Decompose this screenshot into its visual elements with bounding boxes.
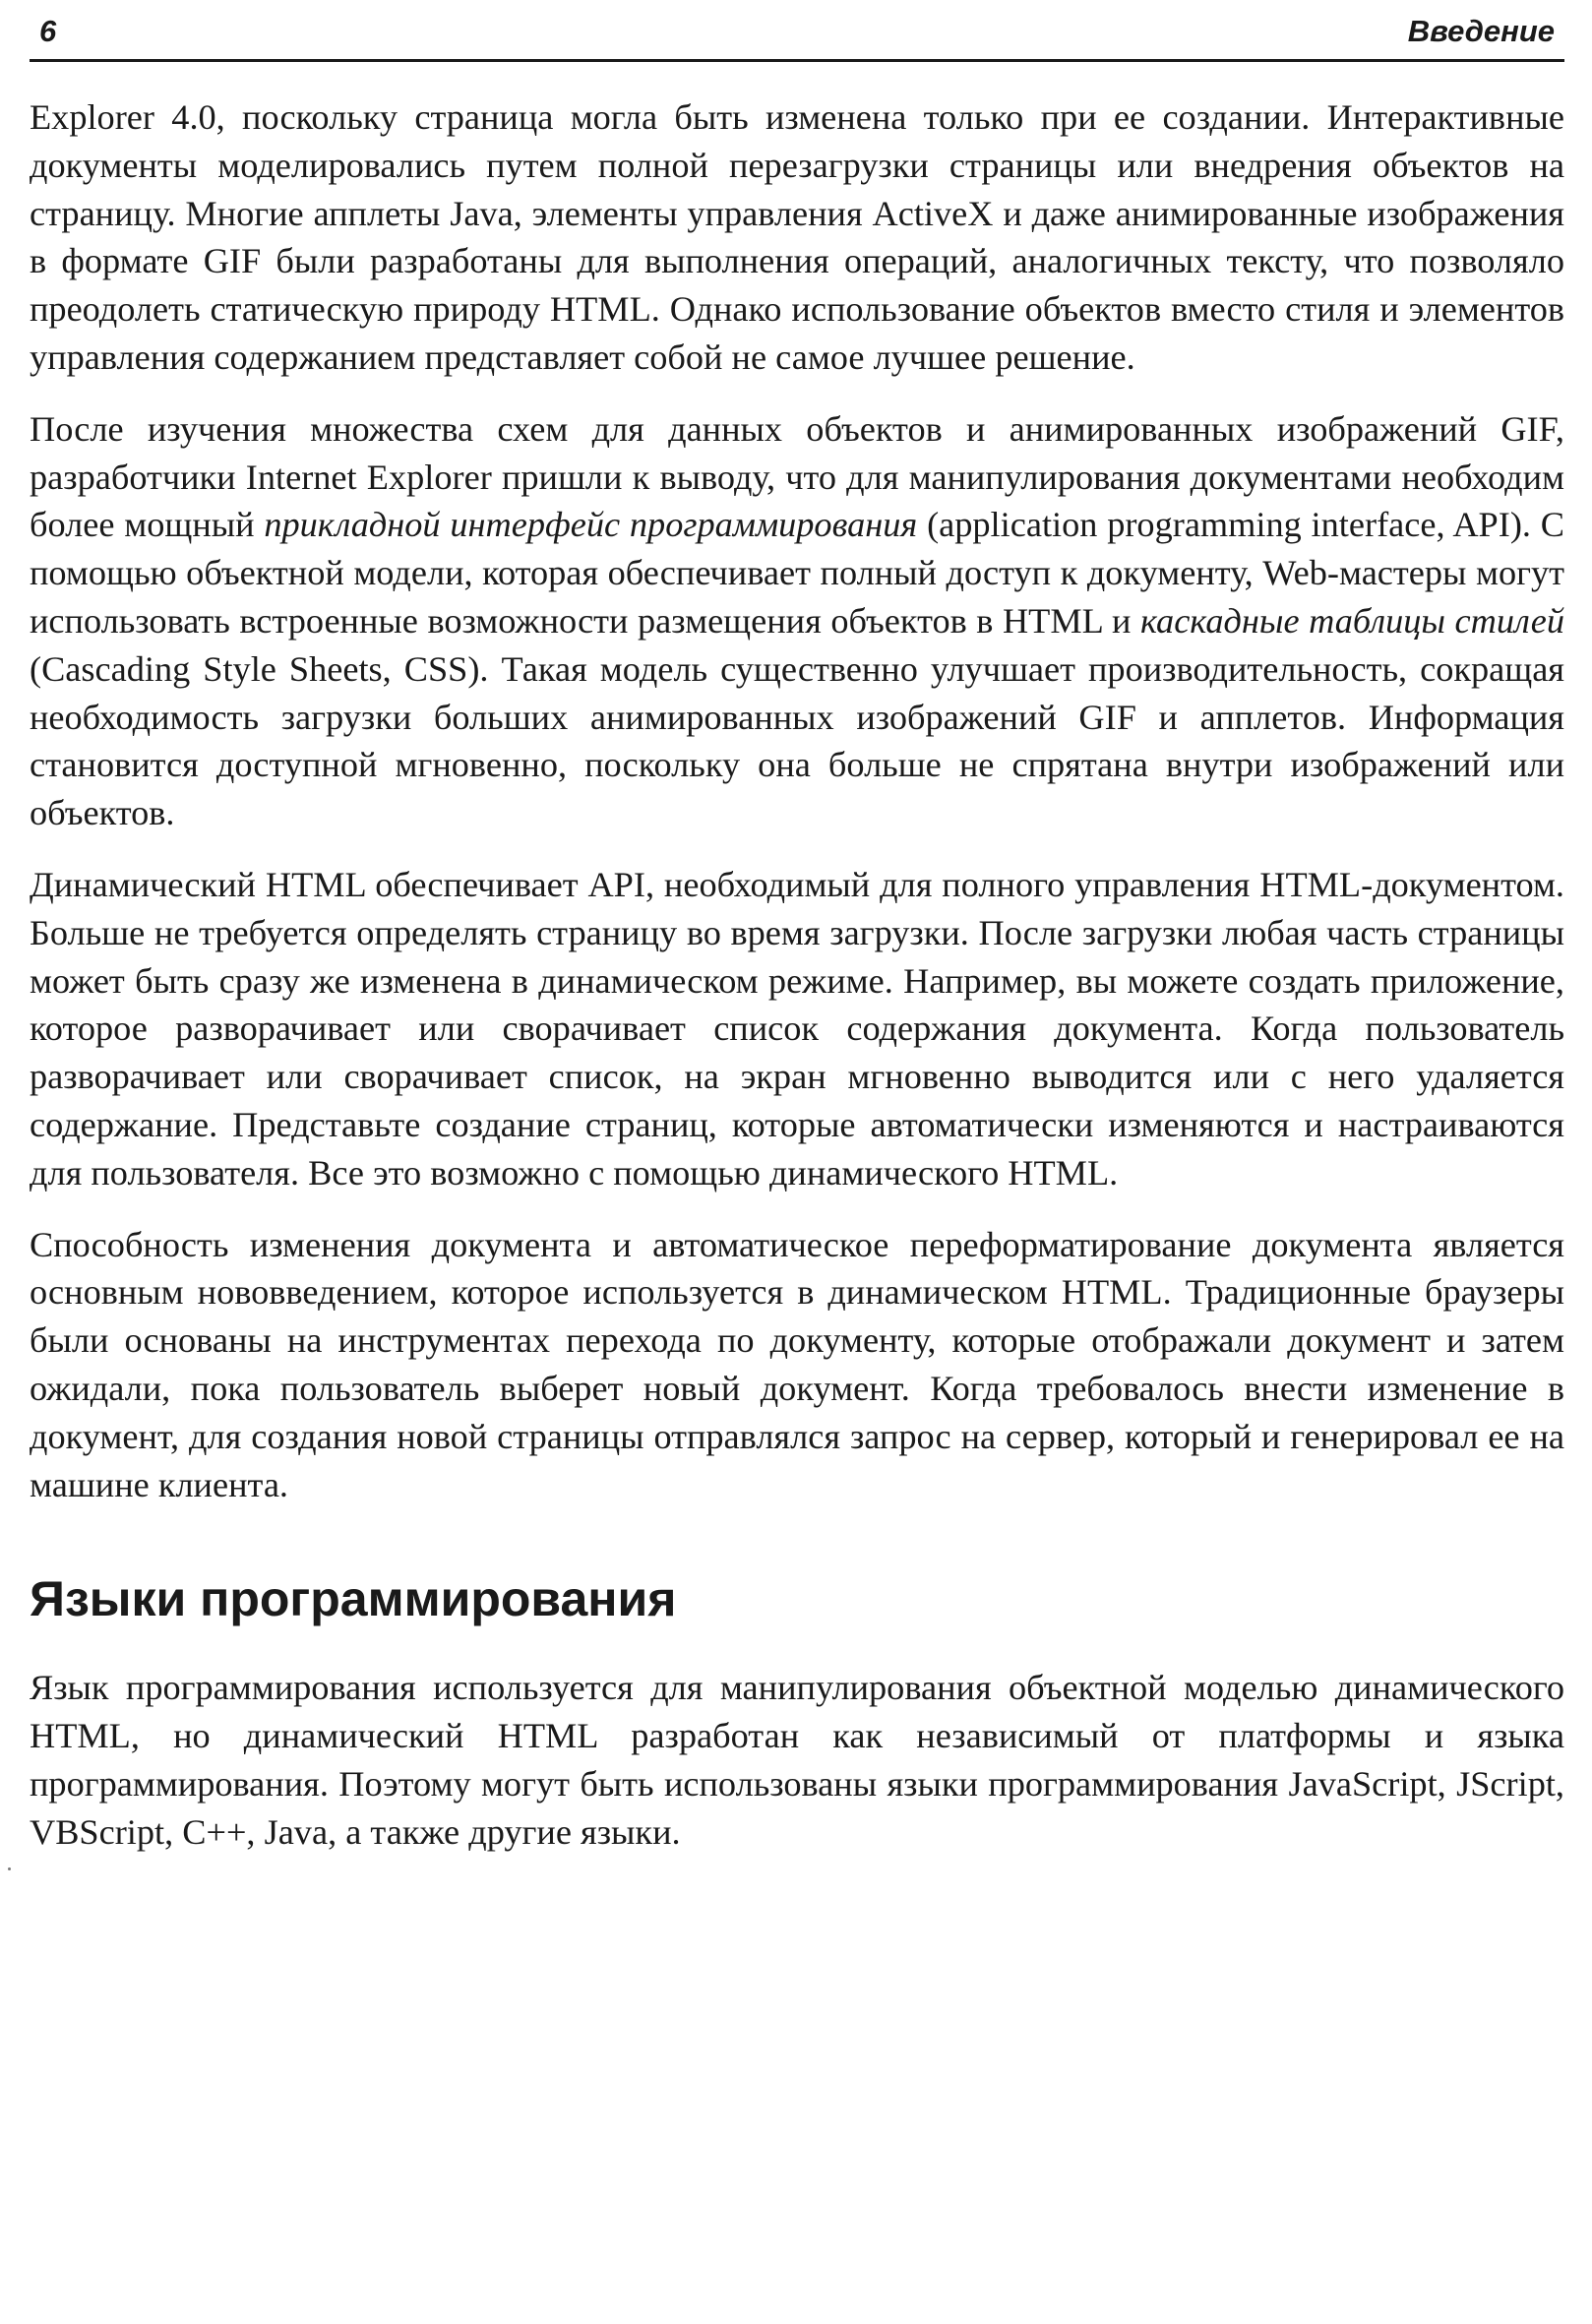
paragraph-2-part-2: (application programming interface, API). С помощью объектной модели, которая обеспечивает полный доступ к документу, Web-мастеры могут использовать встроенные возможности размещения объектов в HTML и: [30, 505, 1564, 641]
page-body: [30, 93, 1564, 1880]
paragraph-1: Explorer 4.0, поскольку страница могла быть изменена только при ее создании. Интерактивные документы моделировались путем полной перезагрузки страницы или внедрения объектов на страницу. Многие апплеты Java, элементы управления ActiveX и даже анимированные изображения в формате GIF были разработаны для выполнения операций, аналогичных тексту, что позволяло преодолеть статическую природу HTML. Однако использование объектов вместо стиля и элементов управления содержанием представляет собой не самое лучшее решение.: [30, 97, 1564, 377]
italic-term-css: каскадные таблицы стилей: [1139, 600, 1564, 641]
section-paragraph: Язык программирования используется для манипулирования объектной моделью динамического HTML, но динамический HTML разработан как независимый от платформы и языка программирования. Поэтому могут быть использованы языки программирования JavaScript, JScript, VBScript, C++, Java, а также другие языки.: [30, 1668, 1564, 1852]
page-number: 6: [39, 14, 57, 48]
paragraph-3: Динамический HTML обеспечивает API, необходимый для полного управления HTML-документом. Больше не требуется определять страницу во время загрузки. После загрузки любая часть страницы может быть сразу же изменена в динамическом режиме. Например, вы можете создать приложение, которое разворачивает или сворачивает список содержания документа. Когда пользователь разворачивает или сворачивает список, на экран мгновенно выводится или с него удаляется содержание. Представьте создание страниц, которые автоматически изменяются и настраиваются для пользователя. Все это возможно с помощью динамического HTML.: [30, 864, 1564, 1193]
paragraph-2-part-3: (Cascading Style Sheets, CSS). Такая модель существенно улучшает производительность, сокращая необходимость загрузки больших анимированных изображений GIF и апплетов. Информация становится доступной мгновенно, поскольку она больше не спрятана внутри изображений или объектов.: [30, 648, 1564, 833]
paragraph-2-part-1: После изучения множества схем для данных объектов и анимированных изображений GIF, разработчики Internet Explorer пришли к выводу, что для манипулирования документами необходим более мощный: [30, 408, 1564, 545]
section-heading: Языки программирования: [30, 1571, 677, 1627]
italic-term-api: прикладной интерфейс программирования: [264, 505, 918, 545]
running-header: [30, 8, 1564, 62]
running-section-title: Введение: [1407, 14, 1555, 48]
paragraph-2: [30, 405, 1564, 837]
margin-speck: [8, 1867, 11, 1870]
paragraph-4: Способность изменения документа и автоматическое переформатирование документа является основным нововведением, которое используется в динамическом HTML. Традиционные браузеры были основаны на инструментах перехода по документу, которые отображали документ и затем ожидали, пока пользователь выберет новый документ. Когда требовалось внести изменение в документ, для создания новой страницы отправлялся запрос на сервер, который и генерировал ее на машине клиента.: [30, 1224, 1564, 1504]
